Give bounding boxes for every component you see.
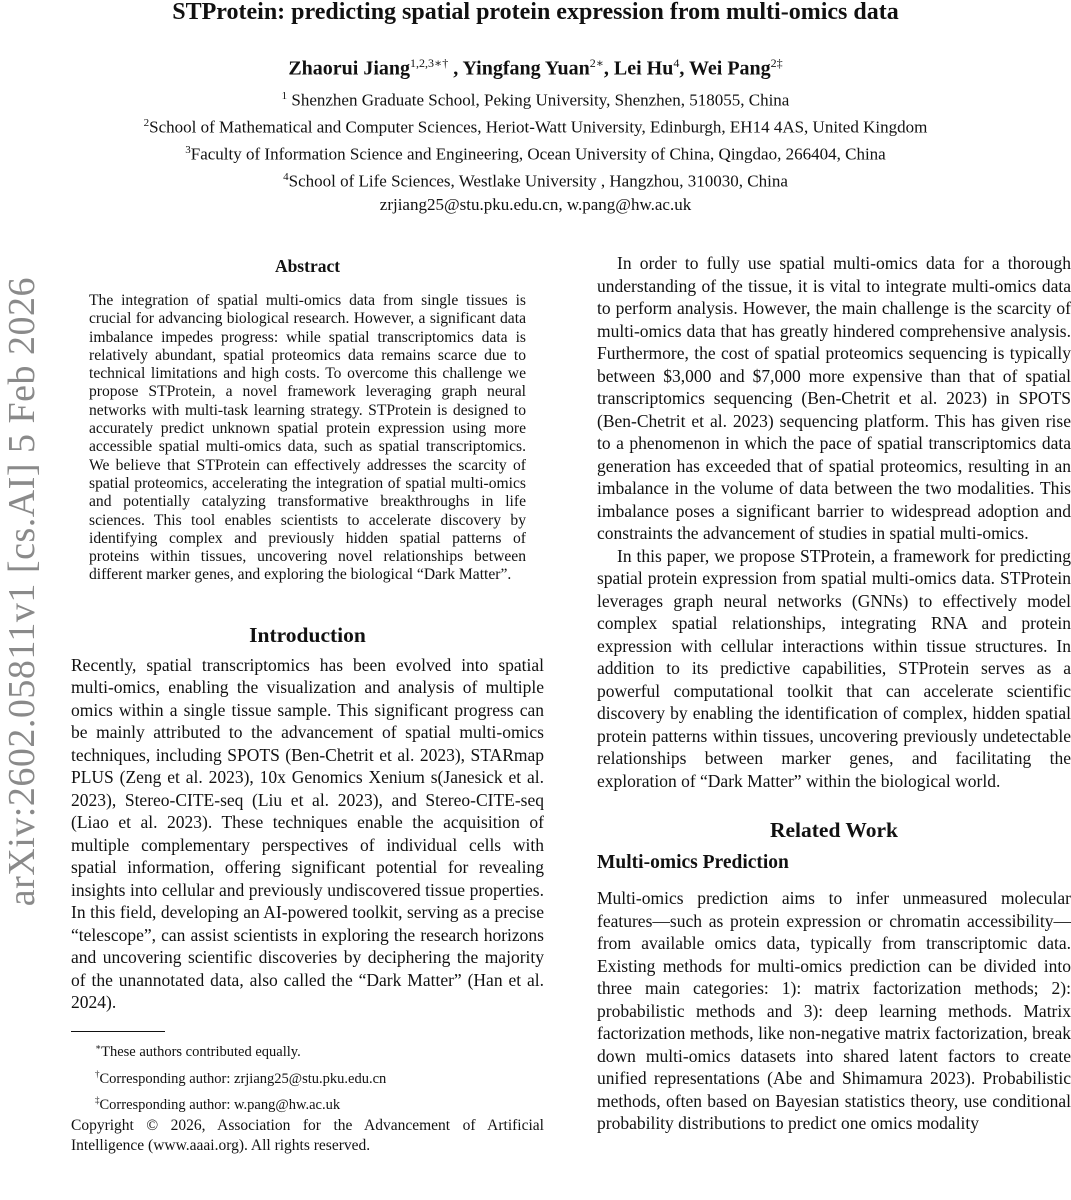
author-marks: 1,2,3∗† (410, 56, 449, 70)
introduction-heading: Introduction (249, 622, 366, 647)
affiliations (0, 85, 1071, 216)
affiliation-line: $^4$School of Life Sciences, Westlake University , Hangzhou, 310030, China (283, 171, 788, 192)
paper-title: STProtein: predicting spatial protein expression from multi-omics data (172, 0, 899, 25)
body-paragraph: In order to fully use spatial multi-omics data for a thorough understanding of the tissue, it is vital to integrate multi-omics data to perform analysis. However, the main challenge is the scarcity of multi-omics data that has greatly hindered comprehensive analysis. Furthermore, the cost of spatial proteomics sequencing is typically between $3,000 and $7,000 more expensive than that of spatial transcriptomics sequencing (Ben-Chetrit et al. 2023) in SPOTS (Ben-Chetrit et al. 2023) sequencing platform. This has given rise to a phenomenon in which the pace of spatial transcriptomics data generation has exceeded that of spatial proteomics, resulting in an imbalance in the volume of data between the two modalities. This imbalance poses a significant barrier to widespread adoption and constraints the advancement of studies in spatial multi-omics. (597, 253, 1071, 543)
abstract-text: The integration of spatial multi-omics data from single tissues is crucial for advancing biological research. However, a significant data imbalance impedes progress: while spatial transcriptomics data is relatively abundant, spatial proteomics data remains scarce due to technical limitations and high costs. To overcome this challenge we propose STProtein, a novel framework leveraging graph neural networks with multi-task learning strategy. STProtein is designed to accurately predict unknown spatial protein expression using more accessible spatial multi-omics data, such as spatial transcriptomics. We believe that STProtein can effectively addresses the scarcity of spatial proteomics, accelerating the integration of spatial multi-omics and potentially catalyzing transformative breakthroughs in life sciences. This tool enables scientists to accelerate discovery by identifying complex and previously hidden spatial patterns of proteins within tissues, uncovering novel relationships between different marker genes, and exploring the biological “Dark Matter”. (89, 292, 526, 584)
author-emails: zrjiang25@stu.pku.edu.cn, w.pang@hw.ac.uk (379, 194, 692, 214)
body-paragraph: In this paper, we propose STProtein, a framework for predicting spatial protein expression from spatial multi-omics data. STProtein leverages graph neural networks (GNNs) to effectively model complex spatial relationships, integrating RNA and protein expression with cellular interactions within tissue structures. In addition to its predictive capabilities, STProtein serves as a powerful computational toolkit that can accelerate scientific discovery by enabling the identification of complex, hidden spatial protein patterns within tissues, uncovering previously undetectable relationships between marker genes, and facilitating the exploration of “Dark Matter” within the biological world. (597, 545, 1071, 791)
author-marks: 2‡ (770, 56, 783, 70)
abstract-section (71, 254, 544, 585)
arxiv-identifier: arXiv:2602.05811v1 [cs.AI] 5 Feb 2026 (1, 277, 43, 907)
footnote: ‡Corresponding author: w.pang@hw.ac.uk (95, 1095, 341, 1114)
arxiv-sidebar-stamp (0, 262, 44, 922)
affiliation-line: $^1$ Shenzhen Graduate School, Peking University, Shenzhen, 518055, China (281, 90, 790, 110)
author-name: Yingfang Yuan (462, 57, 590, 80)
abstract-heading: Abstract (274, 256, 341, 276)
multi-omics-prediction-heading: Multi-omics Prediction (597, 852, 789, 873)
left-column (71, 254, 544, 1156)
author-name: Lei Hu (613, 57, 674, 80)
affiliation-line: $^2$School of Mathematical and Computer Sciences, Heriot-Watt University, Edinburgh, EH14 4AS, United Kingdom (143, 117, 928, 137)
footnote: ∗These authors contributed equally. (95, 1041, 301, 1060)
author-marks: 2∗ (589, 56, 604, 70)
author-name: Zhaorui Jiang (288, 57, 411, 80)
related-work-heading: Related Work (769, 818, 898, 842)
body-paragraph: Multi-omics prediction aims to infer unmeasured molecular features—such as protein expression or chromatin accessibility—from available omics data, typically from transcriptomic data. Existing methods for multi-omics prediction can be divided into three main categories: 1): matrix factorization methods; 2): probabilistic methods and 3): deep learning methods. Matrix factorization methods, like non-negative matrix factorization, break down multi-omics datasets into shared latent factors to create unified representations (Abe and Shimamura 2023). Probabilistic methods, often based on Bayesian statistics theory, use conditional probability distributions to predict one omics modality (597, 888, 1071, 1133)
right-column (597, 252, 1071, 1135)
author-list: Zhaorui Jiang$^{1,2,3∗\dagger}$ , Yingfang Yuan$^{2∗}$, Lei Hu$^4$, Wei Pang$^{2\ddagger}$ (288, 56, 783, 80)
copyright-notice: Copyright © 2026, Association for the Advancement of Artificial Intelligence (www.aaai.org). All rights reserved. (71, 1117, 544, 1155)
footnote-divider (71, 1031, 165, 1032)
footnote: †Corresponding author: zrjiang25@stu.pku.edu.cn (95, 1068, 387, 1087)
introduction-paragraph: Recently, spatial transcriptomics has been evolved into spatial multi-omics, enabling the visualization and analysis of multiple omics within a single tissue sample. This significant progress can be mainly attributed to the advancement of spatial multi-omics techniques, including SPOTS (Ben-Chetrit et al. 2023), STARmap PLUS (Zeng et al. 2023), 10x Genomics Xenium s(Janesick et al. 2023), Stereo-CITE-seq (Liu et al. 2023), and Stereo-CITE-seq (Liao et al. 2023). These techniques enable the acquisition of multiple complementary perspectives of individual cells with spatial information, offering significant potential for revealing insights into cellular and previously undiscovered tissue properties. In this field, developing an AI-powered toolkit, serving as a precise “telescope”, can assist scientists in exploring the research horizons and uncovering scientific discoveries by deciphering the majority of the unannotated data, also called the “Dark Matter” (Han et al. 2024). (71, 654, 544, 1013)
affiliation-line: $^3$Faculty of Information Science and Engineering, Ocean University of China, Qingdao, 266404, China (185, 144, 886, 164)
author-marks: 4 (673, 56, 680, 70)
author-name: Wei Pang (688, 57, 771, 80)
